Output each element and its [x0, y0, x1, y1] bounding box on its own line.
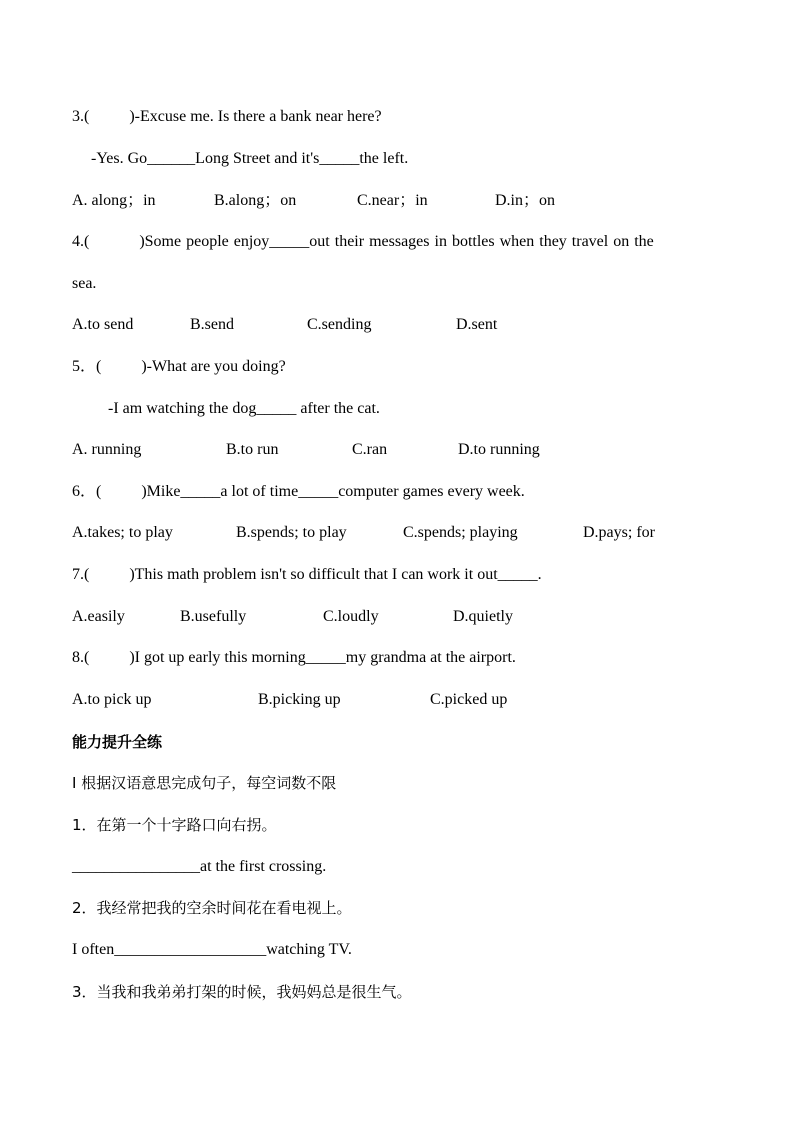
q4-option-a: A.to send	[72, 316, 134, 333]
q7-option-b: B.usefully	[180, 608, 247, 625]
q4-prompt: 4.( )Some people enjoy_____out their messages in bottles when they travel on the	[72, 233, 654, 250]
q7-option-c: C.loudly	[323, 608, 379, 625]
q4-option-d: D.sent	[456, 316, 498, 333]
q8-prompt: 8.( )I got up early this morning_____my grandma at the airport.	[72, 649, 516, 666]
q5-option-c: C.ran	[352, 441, 388, 458]
q5-prompt: 5．( )-What are you doing?	[72, 358, 286, 375]
q5-option-d: D.to running	[458, 441, 540, 458]
q8-option-a: A.to pick up	[72, 691, 152, 708]
q6-prompt: 6．( )Mike_____a lot of time_____computer games every week.	[72, 483, 525, 500]
q7-prompt: 7.( )This math problem isn't so difficult that I can work it out_____.	[72, 566, 542, 583]
q4-option-b: B.send	[190, 316, 234, 333]
q7-option-d: D.quietly	[453, 608, 513, 625]
item1-chinese: 1．在第一个十字路口向右拐。	[72, 816, 277, 834]
item1-english: ________________at the first crossing.	[72, 858, 327, 875]
q6-option-d: D.pays; for	[583, 524, 655, 541]
q3-answer-line: -Yes. Go______Long Street and it's_____the left.	[91, 150, 409, 167]
q5-option-b: B.to run	[226, 441, 279, 458]
item2-chinese: 2．我经常把我的空余时间花在看电视上。	[72, 899, 352, 917]
q6-option-c: C.spends; playing	[403, 524, 518, 541]
q4-option-c: C.sending	[307, 316, 372, 333]
q3-prompt: 3.( )-Excuse me. Is there a bank near here?	[72, 108, 382, 125]
q8-option-c: C.picked up	[430, 691, 508, 708]
q8-option-b: B.picking up	[258, 691, 341, 708]
q5-option-a: A. running	[72, 441, 142, 458]
q3-option-a: A. along；in	[72, 192, 156, 209]
q3-option-d: D.in；on	[495, 192, 556, 209]
q3-option-c: C.near；in	[357, 192, 428, 209]
q6-option-a: A.takes; to play	[72, 524, 173, 541]
q6-option-b: B.spends; to play	[236, 524, 347, 541]
item2-english: I often___________________watching TV.	[72, 941, 352, 958]
q3-option-b: B.along；on	[214, 192, 297, 209]
q7-option-a: A.easily	[72, 608, 125, 625]
q5-answer-line: -I am watching the dog_____ after the cat.	[108, 400, 380, 417]
section-heading: 能力提升全练	[72, 733, 163, 751]
part1-title: I 根据汉语意思完成句子，每空词数不限	[72, 774, 337, 792]
item3-chinese: 3．当我和我弟弟打架的时候，我妈妈总是很生气。	[72, 983, 412, 1001]
q4-prompt-cont: sea.	[72, 275, 97, 292]
